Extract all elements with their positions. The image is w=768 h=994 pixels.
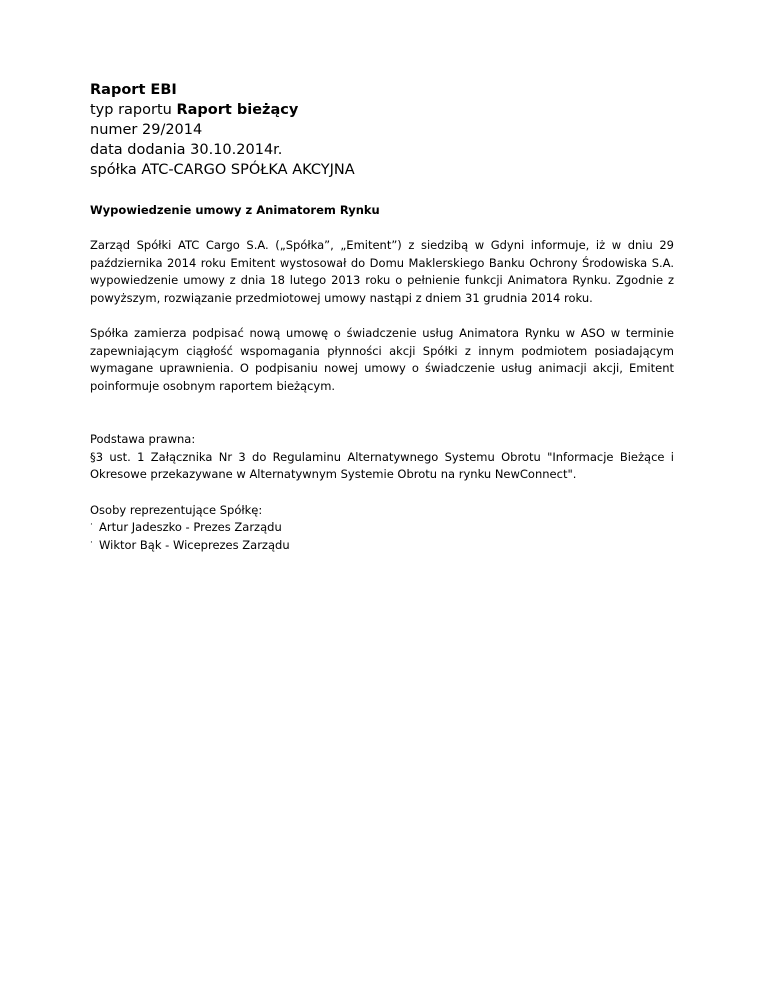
list-item	[90, 537, 674, 555]
representative-name: Wiktor Bąk - Wiceprezes Zarządu	[99, 537, 290, 552]
bullet-icon: ·	[90, 537, 93, 548]
body-paragraph-2: Spółka zamierza podpisać nową umowę o świadczenie usług Animatora Rynku w ASO w terminie zapewniającym ciągłość wspomagania płynności akcji Spółki z innym podmiotem posiadającym wymagane uprawnienia. O podpisaniu nowej umowy o świadczenie usług animacji akcji, Emitent poinformuje osobnym raportem bieżącym.	[90, 326, 674, 393]
report-type-line	[90, 100, 674, 120]
list-item	[90, 519, 674, 537]
body-paragraph-1: Zarząd Spółki ATC Cargo S.A. („Spółka”, „Emitent”) z siedzibą w Gdyni informuje, iż w dniu 29 października 2014 roku Emitent wystosował do Domu Maklerskiego Banku Ochrony Środowiska S.A. wypowiedzenie umowy z dnia 18 lutego 2013 roku o pełnienie funkcji Animatora Rynku. Zgodnie z powyższym, rozwiązanie przedmiotowej umowy nastąpi z dniem 31 grudnia 2014 roku.	[90, 238, 674, 305]
report-type-label: typ raportu	[90, 102, 172, 118]
report-title: Raport EBI	[90, 82, 177, 98]
legal-basis-label: Podstawa prawna:	[90, 432, 196, 446]
report-company: spółka ATC-CARGO SPÓŁKA AKCYJNA	[90, 162, 355, 178]
legal-basis-text: §3 ust. 1 Załącznika Nr 3 do Regulaminu Alternatywnego Systemu Obrotu "Informacje Bieżące i Okresowe przekazywane w Alternatywnym Systemie Obrotu na rynku NewConnect".	[90, 449, 674, 481]
report-subject: Wypowiedzenie umowy z Animatorem Rynku	[90, 203, 380, 217]
report-document	[90, 80, 674, 554]
bullet-icon: ·	[90, 520, 93, 530]
representatives-list	[90, 519, 674, 554]
report-header	[90, 80, 674, 180]
report-type-value: Raport bieżący	[176, 102, 299, 118]
representatives-label: Osoby reprezentujące Spółkę:	[90, 502, 263, 517]
report-number: numer 29/2014	[90, 122, 203, 138]
report-date: data dodania 30.10.2014r.	[90, 142, 283, 158]
representative-name: Artur Jadeszko - Prezes Zarządu	[99, 520, 282, 534]
